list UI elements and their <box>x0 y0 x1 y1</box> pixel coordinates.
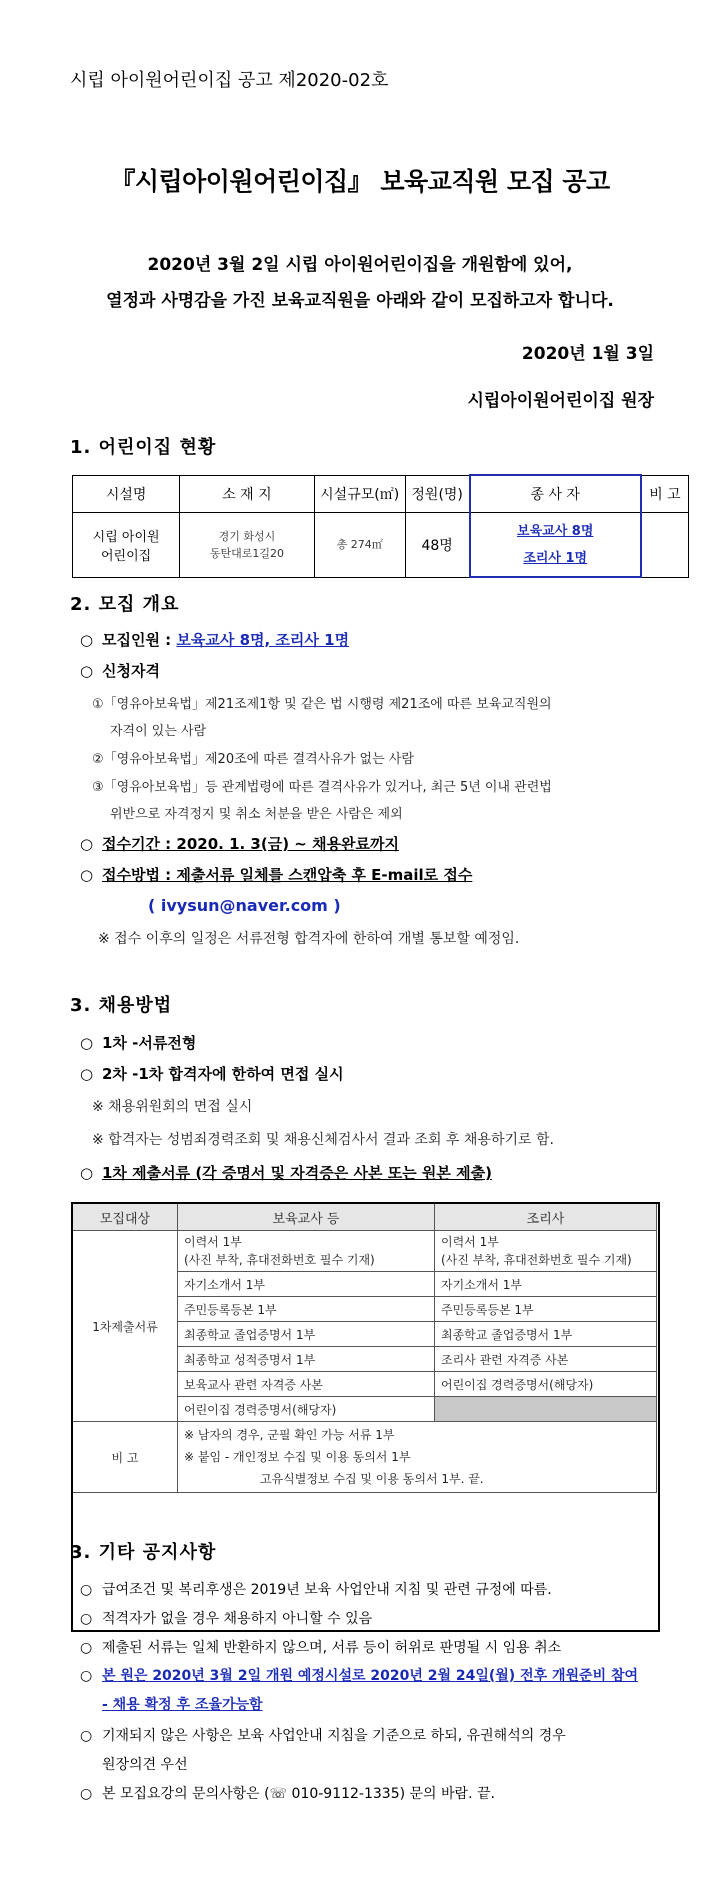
method-text: 접수방법 : 제출서류 일체를 스캔압축 후 E-mail로 접수 <box>102 866 473 884</box>
notice-text: 본 모집요강의 문의사항은 (☏ 010-9112-1335) 문의 바람. 끝. <box>102 1786 495 1802</box>
teacher-doc: 주민등록등본 1부 <box>178 1297 435 1322</box>
documents-table <box>72 1203 657 1493</box>
remark-line: ※ 남자의 경우, 군필 확인 가능 서류 1부 <box>184 1428 395 1442</box>
step-1-text: 1차 -서류전형 <box>102 1034 197 1052</box>
qualification-3-line-2: 위반으로 자격정지 및 취소 처분을 받은 사람은 제외 <box>110 807 403 822</box>
bullet-icon: ○ <box>80 631 94 649</box>
teacher-doc: 보육교사 관련 자격증 사본 <box>178 1372 435 1397</box>
cook-doc: 최종학교 졸업증명서 1부 <box>435 1322 657 1347</box>
notice-item-2 <box>80 1608 372 1628</box>
bullet-icon: ○ <box>80 866 94 884</box>
bullet-icon: ○ <box>80 1786 93 1802</box>
bullet-icon: ○ <box>80 1611 93 1627</box>
notice-item-3 <box>80 1637 561 1657</box>
method-note-1: ※ 채용위원회의 면접 실시 <box>92 1099 253 1115</box>
address-line: 경기 화성시 <box>218 529 276 543</box>
first-documents <box>80 1162 492 1183</box>
section-1-heading: 1. 어린이집 현황 <box>70 437 217 458</box>
table-row <box>73 1231 657 1272</box>
email-link[interactable]: ( ivysun@naver.com ) <box>148 896 341 915</box>
cook-doc: 자기소개서 1부 <box>435 1272 657 1297</box>
step-2 <box>80 1063 344 1084</box>
header-cell: 종 사 자 <box>470 475 641 513</box>
section-2-heading: 2. 모집 개요 <box>70 594 180 615</box>
table-row <box>73 513 689 578</box>
documents-text: 1차 제출서류 (각 증명서 및 자격증은 사본 또는 원본 제출) <box>102 1164 492 1182</box>
staff-cook: 조리사 1명 <box>523 550 588 566</box>
table-header-row <box>73 1204 657 1231</box>
notice-item-6 <box>80 1783 495 1803</box>
bullet-icon: ○ <box>80 1728 93 1744</box>
header-cell: 모집대상 <box>73 1204 178 1231</box>
remark-line: 고유식별정보 수집 및 이용 동의서 1부. 끝. <box>260 1472 484 1486</box>
header-cell: 보육교사 등 <box>178 1204 435 1231</box>
table-row <box>73 1422 657 1493</box>
notice-item-4 <box>80 1665 638 1685</box>
category-cell: 1차제출서류 <box>73 1231 178 1422</box>
notice-text: 본 원은 2020년 3월 2일 개원 예정시설로 2020년 2월 24일(월) 전후 개원준비 참여 <box>102 1668 639 1684</box>
facility-address <box>180 513 314 578</box>
teacher-doc <box>178 1231 435 1272</box>
bullet-icon: ○ <box>80 1640 93 1656</box>
qualification <box>80 660 160 681</box>
facility-name-line: 시립 아이원 <box>92 529 160 545</box>
bullet-icon: ○ <box>80 1668 93 1684</box>
notice-item-4-line-2: - 채용 확정 후 조율가능함 <box>102 1697 263 1713</box>
application-period <box>80 833 399 854</box>
header-cell: 비 고 <box>641 475 689 513</box>
bullet-icon: ○ <box>80 1164 94 1182</box>
bullet-icon: ○ <box>80 1582 93 1598</box>
bullet-icon: ○ <box>80 835 94 853</box>
bullet-icon: ○ <box>80 1065 94 1083</box>
cook-doc: 주민등록등본 1부 <box>435 1297 657 1322</box>
doc-line: (사진 부착, 휴대전화번호 필수 기재) <box>184 1253 375 1267</box>
facility-staff <box>470 513 641 578</box>
signature: 시립아이원어린이집 원장 <box>467 391 654 411</box>
step-2-text: 2차 -1차 합격자에 한하여 면접 실시 <box>102 1065 344 1083</box>
qualification-3-line-1: ③「영유아보육법」등 관계법령에 따른 결격사유가 있거나, 최근 5년 이내 관련법 <box>92 780 552 795</box>
facility-note <box>641 513 689 578</box>
notice-item-5-line-2: 원장의견 우선 <box>102 1757 188 1773</box>
cook-doc: 조리사 관련 자격증 사본 <box>435 1347 657 1372</box>
staff-teacher: 보육교사 8명 <box>517 523 594 539</box>
remark-line: ※ 붙임 - 개인정보 수집 및 이용 동의서 1부 <box>184 1450 411 1464</box>
application-note: ※ 접수 이후의 일정은 서류전형 합격자에 한하여 개별 통보할 예정임. <box>98 931 520 947</box>
teacher-doc: 자기소개서 1부 <box>178 1272 435 1297</box>
notice-text: 제출된 서류는 일체 반환하지 않으며, 서류 등이 허위로 판명될 시 임용 취소 <box>102 1640 562 1656</box>
facility-capacity: 48명 <box>405 513 469 578</box>
facility-size: 총 274㎡ <box>314 513 405 578</box>
teacher-doc: 어린이집 경력증명서(해당자) <box>178 1397 435 1422</box>
qualification-2: ②「영유아보육법」제20조에 따른 결격사유가 없는 사람 <box>92 752 414 767</box>
header-cell: 소 재 지 <box>180 475 314 513</box>
header-cell: 정원(명) <box>405 475 469 513</box>
facility-name-line: 어린이집 <box>101 548 152 564</box>
step-1 <box>80 1032 196 1053</box>
doc-line: 이력서 1부 <box>184 1235 242 1249</box>
intro-line-2: 열정과 사명감을 가진 보육교직원을 아래와 같이 모집하고자 합니다. <box>106 291 614 311</box>
recruit-value: 보육교사 8명, 조리사 1명 <box>176 631 350 649</box>
period-text: 접수기간 : 2020. 1. 3(금) ~ 채용완료까지 <box>102 835 400 853</box>
facility-table <box>72 474 689 578</box>
page-title: 『시립아이원어린이집』 보육교직원 모집 공고 <box>110 167 610 196</box>
facility-name <box>73 513 180 578</box>
method-note-2: ※ 합격자는 성범죄경력조회 및 채용신체검사서 결과 조회 후 채용하기로 함. <box>92 1132 554 1148</box>
notice-number: 시립 아이원어린이집 공고 제2020-02호 <box>70 70 389 91</box>
section-3-heading: 3. 채용방법 <box>70 995 173 1016</box>
cook-doc: 어린이집 경력증명서(해당자) <box>435 1372 657 1397</box>
qualification-1-line-2: 자격이 있는 사람 <box>110 724 207 739</box>
teacher-doc: 최종학교 성적증명서 1부 <box>178 1347 435 1372</box>
notice-text: 기재되지 않은 사항은 보육 사업안내 지침을 기준으로 하되, 유권해석의 경우 <box>102 1728 566 1744</box>
notice-item-1 <box>80 1579 552 1599</box>
table-header-row <box>73 475 689 513</box>
address-line: 동탄대로1길20 <box>209 546 284 560</box>
qualification-1-line-1: ①「영유아보육법」제21조제1항 및 같은 법 시행령 제21조에 따른 보육교직원의 <box>92 697 552 712</box>
notice-item-5 <box>80 1725 566 1745</box>
notice-text: 적격자가 없을 경우 채용하지 아니할 수 있음 <box>102 1611 373 1627</box>
remark-label: 비 고 <box>73 1422 178 1493</box>
recruit-label: 모집인원 : <box>102 631 177 649</box>
section-4-heading: 3. 기타 공지사항 <box>70 1542 217 1563</box>
empty-cell <box>435 1397 657 1422</box>
header-cell: 시설명 <box>73 475 180 513</box>
doc-line: (사진 부착, 휴대전화번호 필수 기재) <box>441 1253 632 1267</box>
notice-date: 2020년 1월 3일 <box>521 344 654 364</box>
teacher-doc: 최종학교 졸업증명서 1부 <box>178 1322 435 1347</box>
bullet-icon: ○ <box>80 662 94 680</box>
application-method <box>80 864 472 885</box>
qualification-label: 신청자격 <box>102 662 160 680</box>
doc-line: 이력서 1부 <box>441 1235 499 1249</box>
header-cell: 조리사 <box>435 1204 657 1231</box>
remark-cell <box>178 1422 657 1493</box>
header-cell: 시설규모(㎡) <box>314 475 405 513</box>
cook-doc <box>435 1231 657 1272</box>
intro-line-1: 2020년 3월 2일 시립 아이원어린이집을 개원함에 있어, <box>147 255 573 275</box>
recruit-count <box>80 629 349 650</box>
notice-text: 급여조건 및 복리후생은 2019년 보육 사업안내 지침 및 관련 규정에 따름. <box>102 1582 552 1598</box>
bullet-icon: ○ <box>80 1034 94 1052</box>
